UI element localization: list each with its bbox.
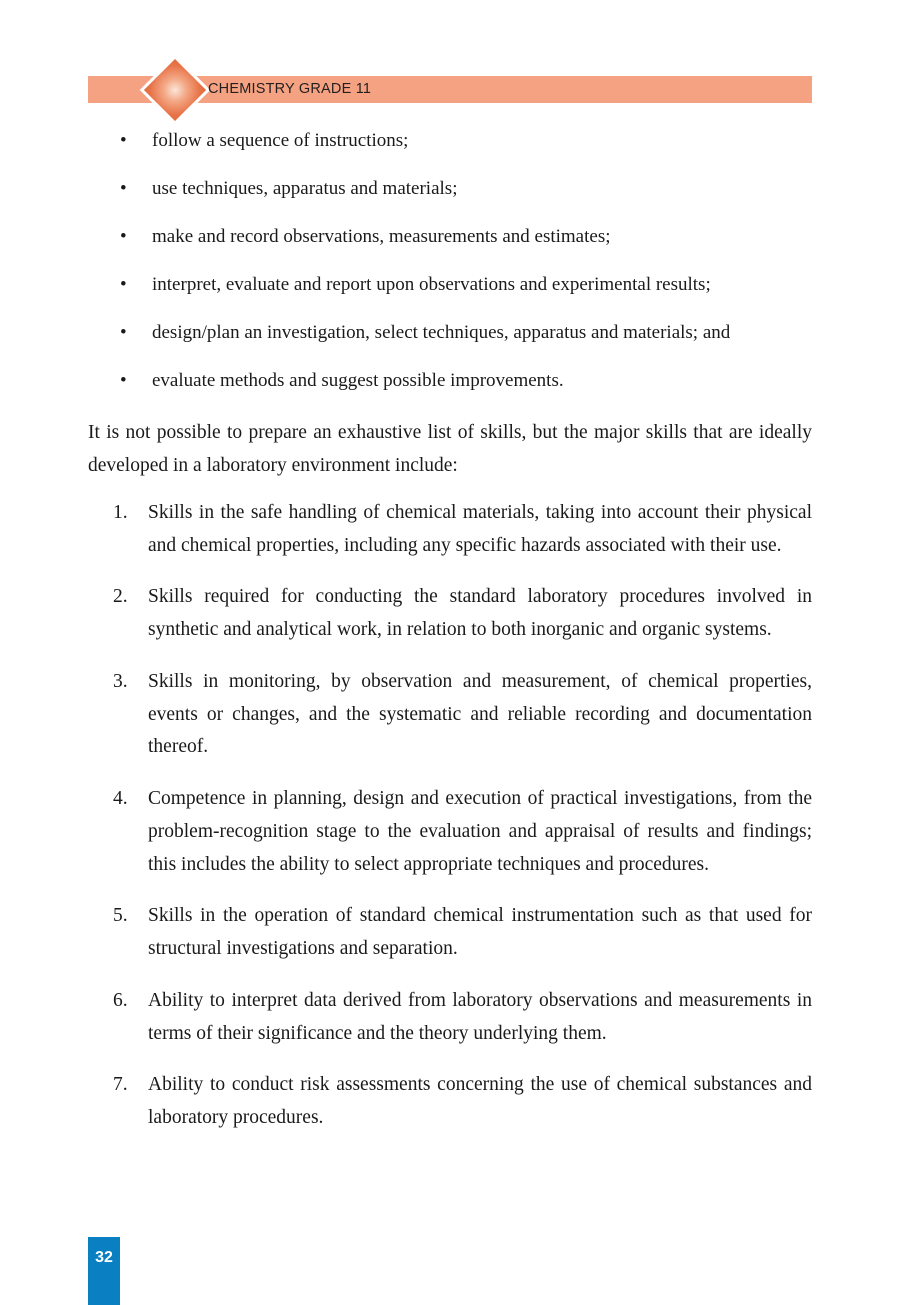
list-item-text: make and record observations, measurements and estimates; — [152, 225, 611, 247]
list-item-text: Skills in monitoring, by observation and measurement, of chemical properties, events or changes, and the systematic and reliable recording and documentation thereof. — [148, 670, 812, 758]
diamond-ornament-icon — [140, 55, 211, 126]
bullet-marker-icon: • — [120, 321, 127, 343]
list-item-number: 3. — [113, 670, 128, 692]
list-item-text: Skills in the safe handling of chemical materials, taking into account their physical and chemical properties, including any specific hazards associated with their use. — [148, 501, 812, 556]
list-item-number: 6. — [113, 989, 128, 1011]
bullet-marker-icon: • — [120, 130, 127, 151]
list-item-number: 4. — [113, 788, 128, 810]
list-item-text: interpret, evaluate and report upon observations and experimental results; — [152, 273, 711, 295]
list-item — [88, 128, 812, 155]
bullet-marker-icon: • — [120, 225, 127, 247]
table-row — [88, 666, 812, 764]
table-row — [88, 900, 812, 966]
list-item-number: 7. — [113, 1074, 128, 1096]
list-item-text: Ability to interpret data derived from laboratory observations and measurements in terms of their significance and the theory underlying them. — [148, 989, 812, 1044]
list-item-text: follow a sequence of instructions; — [152, 130, 409, 151]
list-item-text: Skills in the operation of standard chemical instrumentation such as that used for structural investigations and separation. — [148, 905, 812, 960]
list-item-text: Ability to conduct risk assessments concerning the use of chemical substances and laboratory procedures. — [148, 1074, 812, 1129]
list-item-number: 5. — [113, 905, 128, 927]
major-skills-numbered-list — [88, 497, 812, 1135]
page-content — [88, 128, 812, 1135]
header-title: CHEMISTRY GRADE 11 — [208, 81, 372, 97]
table-row — [88, 985, 812, 1051]
list-item-text: Skills required for conducting the standard laboratory procedures involved in synthetic and analytical work, in relation to both inorganic and organic systems. — [148, 586, 812, 641]
list-item — [88, 176, 812, 203]
list-item-number: 2. — [113, 586, 128, 608]
list-item — [88, 368, 812, 395]
bullet-marker-icon: • — [120, 177, 127, 199]
list-item — [88, 224, 812, 251]
table-row — [88, 581, 812, 647]
list-item — [88, 320, 812, 347]
bullet-marker-icon: • — [120, 273, 127, 295]
table-row — [88, 783, 812, 881]
list-item-text: evaluate methods and suggest possible improvements. — [152, 369, 564, 391]
list-item-text: use techniques, apparatus and materials; — [152, 177, 458, 199]
page-number-box — [88, 1237, 120, 1305]
table-row — [88, 1069, 812, 1135]
list-item-text: Competence in planning, design and execution of practical investigations, from the problem-recognition stage to the evaluation and appraisal of results and findings; this includes the ability to select appropriate techniques and procedures. — [148, 788, 812, 875]
page-header — [88, 76, 812, 103]
bullet-marker-icon: • — [120, 369, 127, 391]
page-number: 32 — [95, 1249, 113, 1266]
intro-paragraph: It is not possible to prepare an exhaustive list of skills, but the major skills that are ideally developed in a laboratory environment include: — [88, 421, 812, 477]
table-row — [88, 497, 812, 563]
list-item-text: design/plan an investigation, select techniques, apparatus and materials; and — [152, 321, 731, 343]
skills-bullet-list — [88, 128, 812, 395]
list-item-number: 1. — [113, 501, 128, 523]
list-item — [88, 272, 812, 299]
